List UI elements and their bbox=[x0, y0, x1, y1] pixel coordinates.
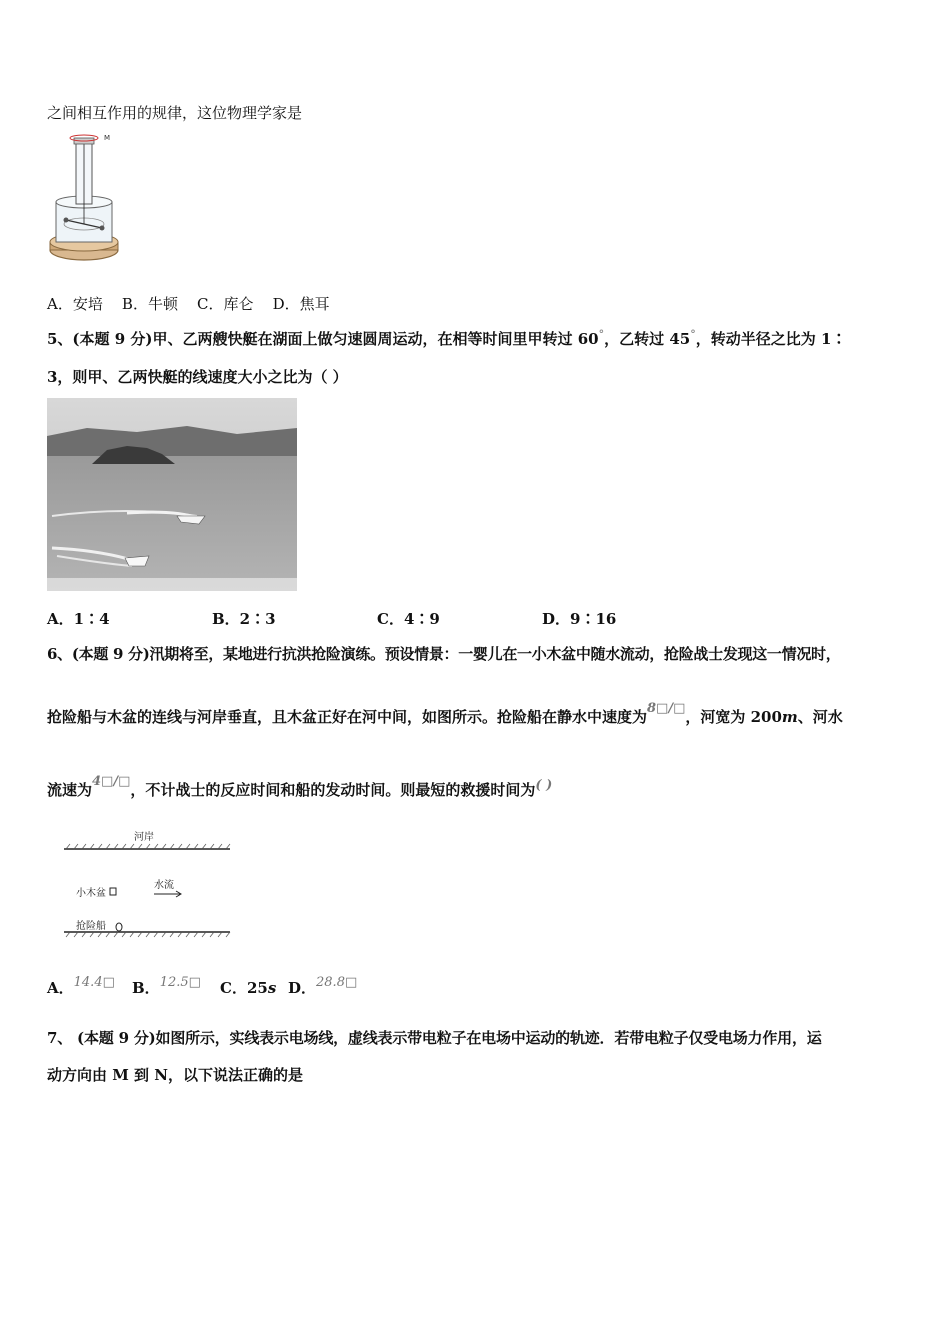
question-4-text: 之间相互作用的规律，这位物理学家是 bbox=[47, 104, 303, 122]
question-7-line-1: 7、 (本题 9 分)如图所示，实线表示电场线，虚线表示带电粒子在电场中运动的轨迹．若带电粒子仅受电场力作用，运 bbox=[47, 1029, 822, 1047]
basin-label: 小木盆 bbox=[76, 888, 106, 899]
water-flow-label: 水流 bbox=[154, 880, 174, 891]
question-6-option-d[interactable]: D．28.8□ bbox=[288, 975, 358, 997]
question-6-line-2: 抢险船与木盆的连线与河岸垂直，且木盆正好在河中间，如图所示。抢险船在静水中速度为8□/□，河宽为 200m、河水 bbox=[47, 701, 843, 726]
basin-icon bbox=[110, 888, 116, 895]
question-7-line-2: 动方向由 M 到 N，以下说法正确的是 bbox=[47, 1066, 303, 1084]
option-a[interactable]: A．安培 bbox=[47, 295, 103, 313]
question-5-line-2: 3，则甲、乙两快艇的线速度大小之比为（ ） bbox=[47, 368, 348, 386]
label-m: M bbox=[104, 134, 111, 142]
question-6-option-a[interactable]: A．14.4□ bbox=[47, 975, 115, 997]
river-figure bbox=[60, 826, 235, 941]
torsion-balance-figure bbox=[44, 132, 124, 268]
option-d[interactable]: D．焦耳 bbox=[272, 295, 330, 313]
question-6-line-3: 流速为4□/□，不计战士的反应时间和船的发动时间。则最短的救援时间为( ) bbox=[47, 774, 553, 799]
question-6-line-1: 6、(本题 9 分)汛期将至，某地进行抗洪抢险演练。预设情景：一婴儿在一小木盆中随水流动，抢险战士发现这一情况时， bbox=[47, 645, 841, 663]
question-6-option-b[interactable]: B．12.5□ bbox=[132, 975, 201, 997]
question-5-line-1: 5、(本题 9 分)甲、乙两艘快艇在湖面上做匀速圆周运动，在相等时间里甲转过 60°，乙转过 45°，转动半径之比为 1∶ bbox=[47, 328, 847, 348]
option-c[interactable]: C．库仑 bbox=[197, 295, 254, 313]
boat-icon bbox=[116, 923, 122, 931]
question-5-option-d[interactable]: D．9∶16 bbox=[542, 610, 617, 628]
question-6-option-c[interactable]: C．25s bbox=[220, 979, 277, 997]
question-4-options bbox=[47, 293, 330, 314]
rescue-boat-label: 抢险船 bbox=[76, 921, 106, 932]
option-b[interactable]: B．牛顿 bbox=[121, 295, 178, 313]
speedboat-photo bbox=[47, 398, 297, 591]
river-bank-label: 河岸 bbox=[134, 832, 154, 843]
question-5-option-a[interactable]: A．1∶4 bbox=[47, 610, 110, 628]
question-5-option-c[interactable]: C．4∶9 bbox=[377, 610, 440, 628]
question-5-option-b[interactable]: B．2∶3 bbox=[212, 610, 276, 628]
